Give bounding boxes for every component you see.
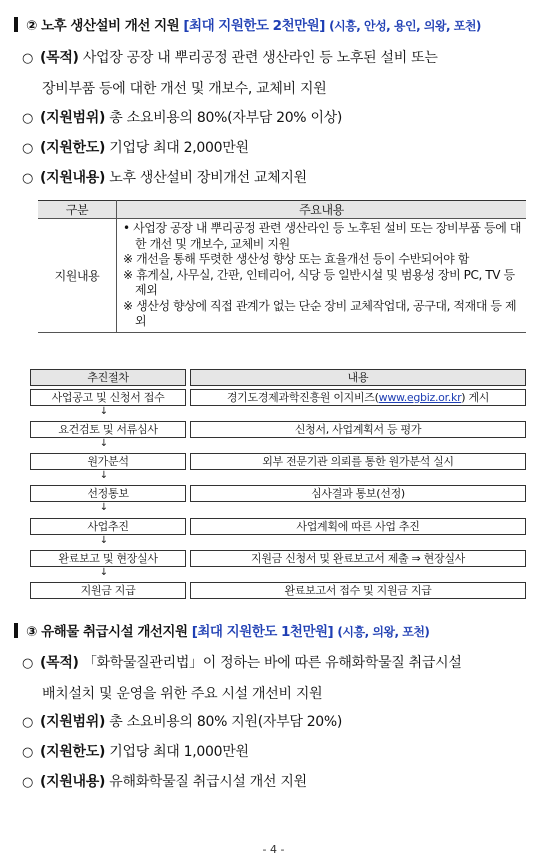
table-line: ※ 생산성 향상에 직접 관계가 없는 단순 장비 교체작업대, 공구대, 적재대 등 제외 [123, 298, 517, 328]
item-label: (지원한도) [40, 744, 106, 760]
item-content [22, 163, 537, 194]
process-content: 완료보고서 접수 및 지원금 지급 [190, 582, 526, 599]
page-number: - 4 - [262, 843, 285, 856]
section-limit: [최대 지원한도 1천만원] [191, 624, 334, 640]
content-text: ) 게시 [461, 391, 490, 404]
item-text-continued: 장비부품 등에 대한 개선 및 개보수, 교체비 지원 [42, 81, 327, 97]
heading-bar [14, 17, 18, 32]
item-label: (지원내용) [40, 170, 106, 186]
process-content [190, 389, 526, 406]
section-region: (시흥, 의왕, 포천) [337, 625, 430, 639]
item-label: (지원한도) [40, 140, 106, 156]
table-content-cell [117, 219, 527, 333]
down-arrow-icon: ↓ [99, 470, 109, 481]
down-arrow-icon: ↓ [99, 567, 109, 578]
section-number: ② [26, 18, 37, 34]
section-heading-2 [14, 620, 429, 640]
circle-bullet-icon: ○ [22, 51, 34, 66]
item-purpose [22, 648, 537, 709]
item-text: 기업당 최대 2,000만원 [109, 140, 249, 156]
process-step: 지원금 지급 [30, 582, 186, 599]
heading-bar [14, 623, 18, 638]
process-header-content: 내용 [190, 369, 526, 386]
down-arrow-icon: ↓ [99, 535, 109, 546]
process-step: 사업공고 및 신청서 접수 [30, 389, 186, 406]
support-content-table [38, 200, 526, 333]
item-label: (지원내용) [40, 774, 106, 790]
item-text: 유해화학물질 취급시설 개선 지원 [109, 774, 307, 790]
table-line: • 사업장 공장 내 뿌리공정 관련 생산라인 등 노후된 설비 또는 장비부품 등에 대한 개선 및 개보수, 교체비 지원 [123, 221, 522, 251]
table-line: ※ 개선을 통해 뚜렷한 생산성 향상 또는 효율개선 등이 수반되어야 함 [123, 252, 469, 266]
table-header-category: 구분 [38, 201, 117, 219]
process-content: 심사결과 통보(선정) [190, 485, 526, 502]
section-heading-1 [14, 14, 481, 34]
item-purpose [22, 43, 537, 104]
process-content: 지원금 신청서 및 완료보고서 제출 ⇒ 현장실사 [190, 550, 526, 567]
circle-bullet-icon: ○ [22, 111, 34, 126]
table-row-label: 지원내용 [38, 219, 117, 333]
process-content: 사업계획에 따른 사업 추진 [190, 518, 526, 535]
item-label: (목적) [40, 50, 79, 66]
item-label: (목적) [40, 655, 79, 671]
process-content: 외부 전문기관 의뢰를 통한 원가분석 실시 [190, 453, 526, 470]
table-line: ※ 휴게실, 사무실, 간판, 인테리어, 식당 등 일반시설 및 범용성 장비 PC, TV 등 제외 [123, 267, 515, 297]
down-arrow-icon: ↓ [99, 438, 109, 449]
process-content: 신청서, 사업계획서 등 평가 [190, 421, 526, 438]
down-arrow-icon: ↓ [99, 406, 109, 417]
item-text: 사업장 공장 내 뿌리공정 관련 생산라인 등 노후된 설비 또는 [82, 50, 438, 66]
section-number: ③ [26, 624, 37, 640]
circle-bullet-icon: ○ [22, 745, 34, 760]
item-text: 총 소요비용의 80%(자부담 20% 이상) [109, 110, 343, 126]
process-step: 원가분석 [30, 453, 186, 470]
circle-bullet-icon: ○ [22, 656, 34, 671]
table-header-content: 주요내용 [117, 201, 527, 219]
section-title: 노후 생산설비 개선 지원 [41, 18, 180, 34]
section-region: (시흥, 안성, 용인, 의왕, 포천) [329, 19, 481, 33]
section-limit: [최대 지원한도 2천만원] [183, 18, 325, 34]
item-text-continued: 배치설치 및 운영을 위한 주요 시설 개선비 지원 [42, 686, 323, 702]
item-text: 노후 생산설비 장비개선 교체지원 [109, 170, 307, 186]
item-scope [22, 103, 537, 134]
item-text: 총 소요비용의 80% 지원(자부담 20%) [109, 714, 343, 730]
item-content [22, 767, 537, 798]
circle-bullet-icon: ○ [22, 171, 34, 186]
circle-bullet-icon: ○ [22, 715, 34, 730]
item-text: 기업당 최대 1,000만원 [109, 744, 249, 760]
content-text: 경기도경제과학진흥원 이지비즈( [226, 391, 379, 404]
process-step: 선정통보 [30, 485, 186, 502]
item-scope [22, 707, 537, 738]
item-limit [22, 737, 537, 768]
process-step: 사업추진 [30, 518, 186, 535]
section-title: 유해물 취급시설 개선지원 [41, 624, 188, 640]
process-step: 완료보고 및 현장실사 [30, 550, 186, 567]
item-limit [22, 133, 537, 164]
egbiz-link[interactable]: www.egbiz.or.kr [378, 391, 462, 404]
item-label: (지원범위) [40, 110, 106, 126]
down-arrow-icon: ↓ [99, 502, 109, 513]
process-step: 요건검토 및 서류심사 [30, 421, 186, 438]
item-label: (지원범위) [40, 714, 106, 730]
item-text: 「화학물질관리법」이 정하는 바에 따른 유해화학물질 취급시설 [82, 655, 462, 671]
circle-bullet-icon: ○ [22, 141, 34, 156]
process-header-step: 추진절차 [30, 369, 186, 386]
circle-bullet-icon: ○ [22, 775, 34, 790]
